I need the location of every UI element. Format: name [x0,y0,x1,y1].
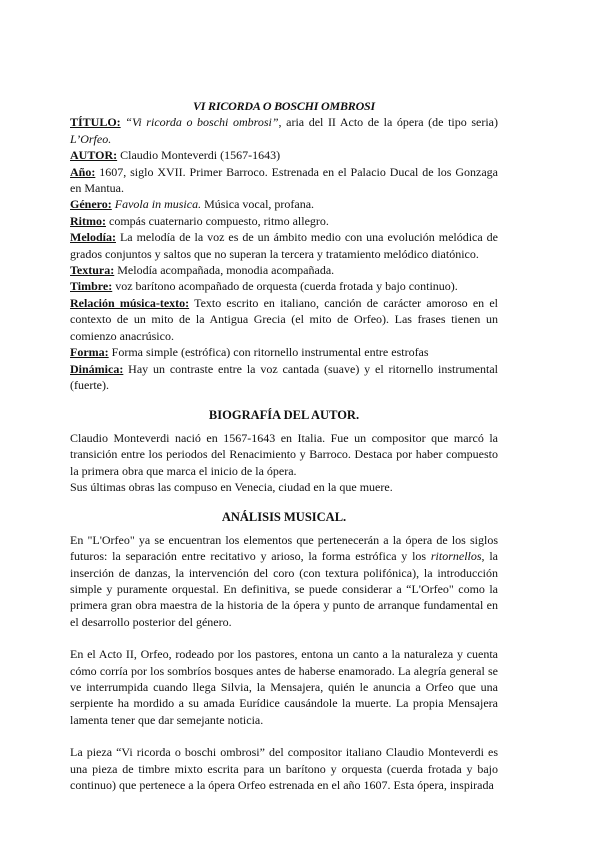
analysis-paragraph: En el Acto II, Orfeo, rodeado por los pastores, entona un canto a la naturaleza y cuenta cómo corría por los sombríos bosques antes de haberse enamorado. La alegría general se ve interrumpida cuando llega Silvia, la Mensajera, quién le anuncia a Orfeo que una serpiente ha mordido a su amada Eurídice causándole la muerte. La propia Mensajera lamenta tener que dar semejante noticia. [70,647,498,727]
analysis-paragraph [70,532,498,630]
field-value-italic: “Vi ricorda o boschi ombrosi” [120,115,279,130]
field-value-italic: L’Orfeo. [70,131,112,146]
field-value: Forma simple (estrófica) con ritornello instrumental entre estrofas [108,345,429,360]
text-run: En "L'Orfeo" ya se encuentran los elementos que pertenecerán a la ópera de los siglos futuros: la separación entre recitativo y arioso, la forma estrófica y los [70,532,498,564]
document-page [70,98,498,793]
field-label: Melodía: [70,230,116,245]
field-label: Año: [70,164,96,179]
field-label: Timbre: [70,279,113,294]
field-ano [70,164,498,197]
field-label: Género: [70,197,112,212]
text-run-italic: ritornellos [430,549,482,564]
field-autor [70,147,498,163]
field-label: AUTOR: [70,148,118,163]
field-melodia [70,229,498,262]
field-value: Hay un contraste entre la voz cantada (suave) y el ritornello instrumental (fuerte). [70,361,498,392]
field-value: voz barítono acompañado de orquesta (cuerda frotada y bajo continuo). [112,279,458,294]
analysis-paragraph: La pieza “Vi ricorda o boschi ombrosi” del compositor italiano Claudio Monteverdi es una pieza de timbre mixto escrita para un barítono y orquesta (cuerda frotada y bajo continuo) que pertenece a la ópera Orfeo estrenada en el año 1607. Esta ópera, inspirada [70,745,498,793]
field-label: Relación música-texto: [70,295,190,310]
analysis-heading: ANÁLISIS MUSICAL. [221,510,347,525]
field-titulo [70,114,498,147]
bio-heading: BIOGRAFÍA DEL AUTOR. [208,408,360,423]
field-label: Ritmo: [70,213,106,228]
doc-title: VI RICORDA O BOSCHI OMBROSI [192,99,375,113]
field-label: Forma: [70,345,109,360]
field-dinamica [70,361,498,394]
field-timbre [70,278,498,294]
text-run: , la inserción de danzas, la intervención del coro (con textura polifónica), la introducción simple y puramente orquestal. En definitiva, se puede considerar a “L'Orfeo" como la primera gran obra maestra de la historia de la ópera y punto de arranque fundamental en el desarrollo posterior del género. [70,549,498,629]
field-label: Dinámica: [70,361,124,376]
field-label: TÍTULO: [70,115,121,130]
bio-paragraph: Claudio Monteverdi nació en 1567-1643 en Italia. Fue un compositor que marcó la transición entre los periodos del Renacimiento y Barroco. Destaca por haber compuesto la primera obra que marca el inicio de la ópera. [70,430,498,478]
field-forma [70,344,498,360]
field-textura [70,262,498,278]
field-ritmo [70,213,498,229]
field-value: compás cuaternario compuesto, ritmo allegro. [106,213,329,228]
field-value: Texto escrito en italiano, canción de carácter amoroso en el contexto de un mito de la Antigua Grecia (el mito de Orfeo). Las frases tienen un comienzo anacrúsico. [70,295,498,343]
field-value: Claudio Monteverdi (1567-1643) [117,148,281,163]
field-value: Melodía acompañada, monodia acompañada. [114,263,335,278]
field-genero [70,196,498,212]
field-value: 1607, siglo XVII. Primer Barroco. Estrenada en el Palacio Ducal de los Gonzaga en Mantua. [70,164,498,196]
field-relacion [70,295,498,344]
field-value-italic: Favola in musica. [111,197,202,212]
bio-paragraph: Sus últimas obras las compuso en Venecia, ciudad en la que muere. [70,479,393,494]
field-label: Textura: [70,263,115,278]
field-value: Música vocal, profana. [201,197,315,212]
field-value: La melodía de la voz es de un ámbito medio con una evolución melódica de grados conjuntos y saltos que no superan la tercera y tratamiento melódico diatónico. [70,230,498,261]
field-value: , aria del II Acto de la ópera (de tipo seria) [278,115,498,130]
